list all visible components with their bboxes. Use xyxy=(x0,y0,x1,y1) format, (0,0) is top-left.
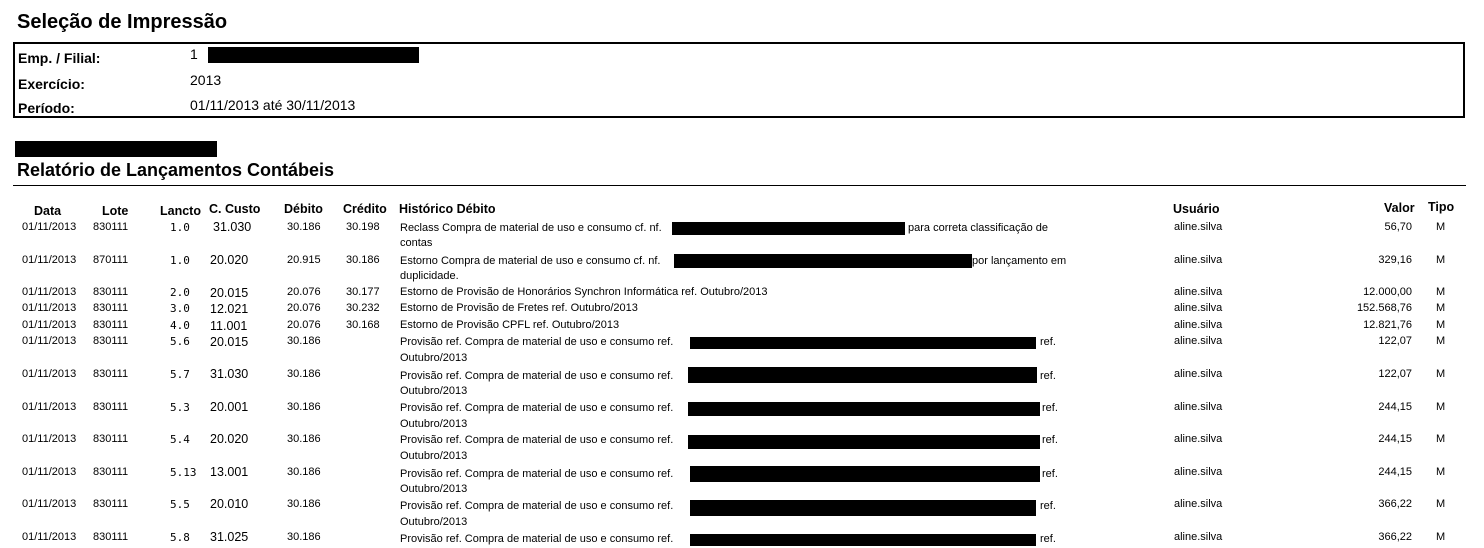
cell-valor: 366,22 xyxy=(1378,498,1412,510)
cell-data: 01/11/2013 xyxy=(22,302,77,314)
cell-ccusto: 20.020 xyxy=(210,253,249,267)
cell-lote: 830111 xyxy=(93,401,129,413)
cell-data: 01/11/2013 xyxy=(22,286,77,298)
cell-data: 01/11/2013 xyxy=(22,433,77,445)
col-header-lote: Lote xyxy=(102,204,129,218)
cell-lancto: 5.5 xyxy=(170,498,190,511)
cell-lote: 830111 xyxy=(93,319,129,331)
cell-lancto: 5.8 xyxy=(170,531,190,544)
cell-debito: 30.186 xyxy=(287,221,321,233)
cell-ccusto: 20.015 xyxy=(210,335,249,349)
cell-valor: 12.000,00 xyxy=(1363,286,1412,298)
cell-credito: 30.186 xyxy=(346,254,380,266)
cell-historico: Estorno de Provisão de Honorários Synchron Informática ref. Outubro/2013 xyxy=(400,286,768,298)
cell-historico-line2: duplicidade. xyxy=(400,270,459,282)
cell-tipo: M xyxy=(1436,302,1446,314)
cell-data: 01/11/2013 xyxy=(22,401,77,413)
cell-lote: 830111 xyxy=(93,466,129,478)
cell-tipo: M xyxy=(1436,433,1446,445)
cell-valor: 366,22 xyxy=(1378,531,1412,543)
cell-debito: 30.186 xyxy=(287,433,321,445)
cell-historico: Provisão ref. Compra de material de uso e consumo ref. xyxy=(400,370,674,382)
cell-valor: 244,15 xyxy=(1378,466,1412,478)
cell-tipo: M xyxy=(1436,221,1446,233)
cell-debito: 30.186 xyxy=(287,335,321,347)
cell-historico-cont: ref. xyxy=(1040,533,1056,545)
cell-usuario: aline.silva xyxy=(1174,254,1223,266)
emp-value: 1 xyxy=(190,46,198,62)
periodo-label: Período: xyxy=(18,100,75,116)
cell-valor: 56,70 xyxy=(1384,221,1412,233)
cell-lancto: 1.0 xyxy=(170,254,190,267)
cell-lancto: 5.4 xyxy=(170,433,190,446)
cell-lancto: 5.6 xyxy=(170,335,190,348)
col-header-historico: Histórico Débito xyxy=(399,202,496,216)
cell-historico: Provisão ref. Compra de material de uso e consumo ref. xyxy=(400,500,674,512)
cell-historico-line2: Outubro/2013 xyxy=(400,418,468,430)
cell-tipo: M xyxy=(1436,254,1446,266)
cell-debito: 30.186 xyxy=(287,498,321,510)
col-header-tipo: Tipo xyxy=(1428,200,1455,214)
cell-historico: Estorno de Provisão de Fretes ref. Outubro/2013 xyxy=(400,302,638,314)
cell-usuario: aline.silva xyxy=(1174,319,1223,331)
cell-usuario: aline.silva xyxy=(1174,335,1223,347)
cell-lancto: 5.3 xyxy=(170,401,190,414)
cell-credito: 30.232 xyxy=(346,302,380,314)
cell-lote: 830111 xyxy=(93,221,129,233)
cell-tipo: M xyxy=(1436,466,1446,478)
cell-ccusto: 20.001 xyxy=(210,400,249,414)
cell-historico-line2: Outubro/2013 xyxy=(400,352,468,364)
cell-valor: 152.568,76 xyxy=(1356,302,1412,314)
cell-valor: 244,15 xyxy=(1378,433,1412,445)
cell-valor: 329,16 xyxy=(1378,254,1412,266)
cell-historico-line2: Outubro/2013 xyxy=(400,385,468,397)
cell-data: 01/11/2013 xyxy=(22,466,77,478)
report-title: Relatório de Lançamentos Contábeis xyxy=(17,160,335,180)
cell-valor: 122,07 xyxy=(1378,335,1412,347)
cell-debito: 20.076 xyxy=(287,286,321,298)
redaction-bar xyxy=(690,534,1036,546)
cell-usuario: aline.silva xyxy=(1174,368,1223,380)
cell-historico-cont: ref. xyxy=(1040,500,1056,512)
cell-valor: 244,15 xyxy=(1378,401,1412,413)
cell-valor: 122,07 xyxy=(1378,368,1412,380)
exercicio-label: Exercício: xyxy=(18,76,85,92)
cell-data: 01/11/2013 xyxy=(22,319,77,331)
cell-lancto: 5.13 xyxy=(170,466,197,479)
col-header-ccusto: C. Custo xyxy=(209,202,261,216)
cell-tipo: M xyxy=(1436,401,1446,413)
cell-ccusto: 31.030 xyxy=(213,220,252,234)
cell-data: 01/11/2013 xyxy=(22,335,77,347)
redaction-bar xyxy=(688,435,1040,449)
cell-usuario: aline.silva xyxy=(1174,531,1223,543)
cell-data: 01/11/2013 xyxy=(22,368,77,380)
cell-debito: 30.186 xyxy=(287,401,321,413)
cell-tipo: M xyxy=(1436,498,1446,510)
cell-valor: 12.821,76 xyxy=(1363,319,1412,331)
cell-historico-line2: Outubro/2013 xyxy=(400,516,468,528)
cell-historico-line2: Outubro/2013 xyxy=(400,483,468,495)
cell-historico-cont: ref. xyxy=(1040,336,1056,348)
redaction-bar xyxy=(690,500,1036,516)
redaction-bar xyxy=(688,367,1037,383)
cell-lote: 830111 xyxy=(93,302,129,314)
cell-historico-cont: ref. xyxy=(1042,468,1058,480)
cell-historico: Provisão ref. Compra de material de uso e consumo ref. xyxy=(400,402,674,414)
cell-tipo: M xyxy=(1436,286,1446,298)
cell-data: 01/11/2013 xyxy=(22,498,77,510)
cell-ccusto: 11.001 xyxy=(210,319,248,333)
cell-data: 01/11/2013 xyxy=(22,531,77,543)
redaction-bar xyxy=(15,141,217,157)
cell-historico: Estorno de Provisão CPFL ref. Outubro/2013 xyxy=(400,319,620,331)
col-header-data: Data xyxy=(34,204,62,218)
cell-historico: Provisão ref. Compra de material de uso e consumo ref. xyxy=(400,336,674,348)
cell-lancto: 5.7 xyxy=(170,368,190,381)
cell-debito: 20.076 xyxy=(287,302,321,314)
cell-lote: 830111 xyxy=(93,498,129,510)
cell-tipo: M xyxy=(1436,531,1446,543)
cell-lancto: 2.0 xyxy=(170,286,190,299)
cell-credito: 30.198 xyxy=(346,221,380,233)
exercicio-value: 2013 xyxy=(190,72,222,88)
cell-historico: Estorno Compra de material de uso e consumo cf. nf. xyxy=(400,255,661,267)
col-header-usuario: Usuário xyxy=(1173,202,1220,216)
cell-lancto: 1.0 xyxy=(170,221,190,234)
redaction-bar xyxy=(690,337,1036,349)
cell-debito: 30.186 xyxy=(287,466,321,478)
redaction-bar xyxy=(688,402,1040,416)
cell-historico-cont: ref. xyxy=(1042,402,1058,414)
cell-ccusto: 20.020 xyxy=(210,432,249,446)
cell-debito: 30.186 xyxy=(287,531,321,543)
cell-historico: Provisão ref. Compra de material de uso e consumo ref. xyxy=(400,533,674,545)
cell-ccusto: 12.021 xyxy=(210,302,249,316)
cell-debito: 20.076 xyxy=(287,319,321,331)
redaction-bar xyxy=(208,47,419,63)
cell-lote: 830111 xyxy=(93,335,129,347)
redaction-bar xyxy=(674,254,972,268)
col-header-valor: Valor xyxy=(1384,201,1415,215)
cell-historico-line2: Outubro/2013 xyxy=(400,450,468,462)
cell-data: 01/11/2013 xyxy=(22,221,77,233)
cell-lancto: 3.0 xyxy=(170,302,190,315)
redaction-bar xyxy=(672,222,905,235)
cell-historico-cont: ref. xyxy=(1042,434,1058,446)
cell-usuario: aline.silva xyxy=(1174,401,1223,413)
cell-tipo: M xyxy=(1436,335,1446,347)
cell-historico: Provisão ref. Compra de material de uso e consumo ref. xyxy=(400,434,674,446)
cell-debito: 20.915 xyxy=(287,254,321,266)
cell-data: 01/11/2013 xyxy=(22,254,77,266)
cell-usuario: aline.silva xyxy=(1174,433,1223,445)
cell-lote: 830111 xyxy=(93,286,129,298)
cell-debito: 30.186 xyxy=(287,368,321,380)
col-header-debito: Débito xyxy=(284,202,323,216)
cell-ccusto: 31.025 xyxy=(210,530,249,544)
cell-lote: 830111 xyxy=(93,368,129,380)
cell-lote: 830111 xyxy=(93,531,129,543)
cell-ccusto: 20.010 xyxy=(210,497,249,511)
cell-ccusto: 31.030 xyxy=(210,367,249,381)
col-header-lancto: Lancto xyxy=(160,204,201,218)
cell-usuario: aline.silva xyxy=(1174,498,1223,510)
cell-credito: 30.168 xyxy=(346,319,380,331)
cell-credito: 30.177 xyxy=(346,286,380,298)
cell-historico: Reclass Compra de material de uso e consumo cf. nf. xyxy=(400,222,662,234)
cell-usuario: aline.silva xyxy=(1174,286,1223,298)
cell-historico-cont: para correta classificação de xyxy=(908,222,1049,234)
cell-ccusto: 20.015 xyxy=(210,286,249,300)
cell-tipo: M xyxy=(1436,319,1446,331)
cell-historico: Provisão ref. Compra de material de uso e consumo ref. xyxy=(400,468,674,480)
cell-historico-cont: ref. xyxy=(1040,370,1056,382)
periodo-value: 01/11/2013 até 30/11/2013 xyxy=(190,97,356,113)
col-header-credito: Crédito xyxy=(343,202,387,216)
cell-usuario: aline.silva xyxy=(1174,466,1223,478)
cell-lote: 830111 xyxy=(93,433,129,445)
header-rule xyxy=(13,185,1466,186)
cell-historico-line2: contas xyxy=(400,237,433,249)
cell-historico-cont: por lançamento em xyxy=(972,255,1067,267)
emp-label: Emp. / Filial: xyxy=(18,50,101,66)
cell-usuario: aline.silva xyxy=(1174,302,1223,314)
cell-usuario: aline.silva xyxy=(1174,221,1223,233)
redaction-bar xyxy=(690,466,1040,482)
cell-ccusto: 13.001 xyxy=(210,465,249,479)
cell-lote: 870111 xyxy=(93,254,129,266)
cell-lancto: 4.0 xyxy=(170,319,190,332)
cell-tipo: M xyxy=(1436,368,1446,380)
page-title: Seleção de Impressão xyxy=(17,11,228,33)
